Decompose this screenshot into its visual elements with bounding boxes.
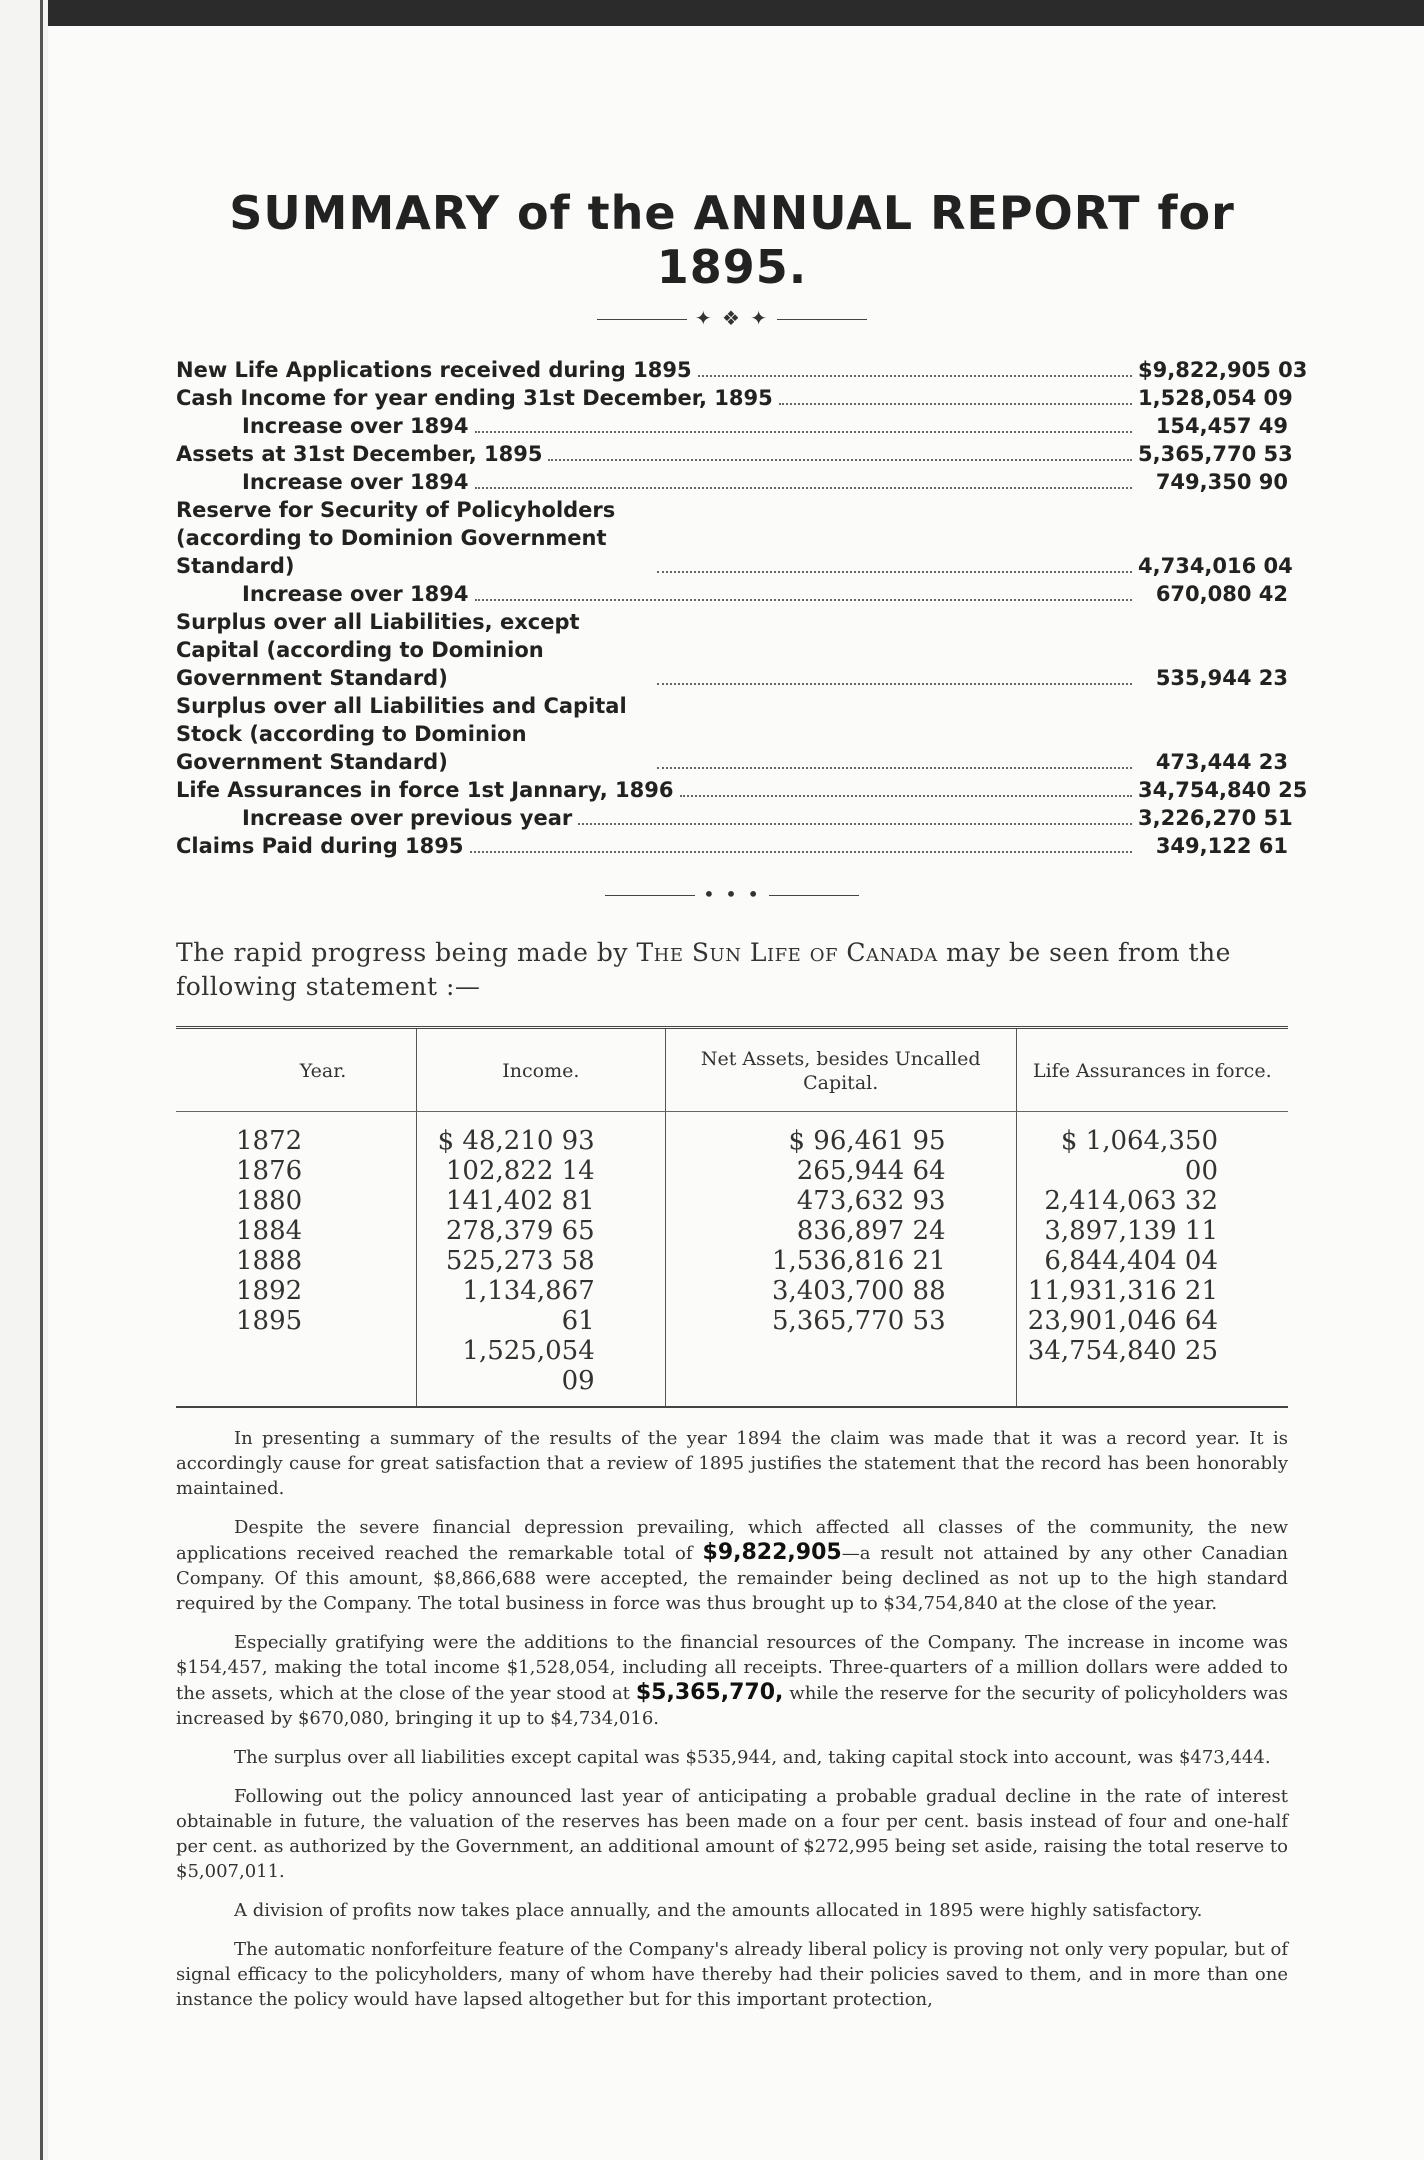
table-cell: $ 96,461 95 [788,1126,946,1156]
header-year: Year. [176,1028,417,1112]
leader-dots [657,683,1132,685]
table-cell: 1884 [236,1216,303,1246]
progress-table [176,1026,1288,1408]
summary-row [176,468,1288,496]
table-cell: 5,365,770 53 [771,1306,946,1336]
leader-dots [470,851,1133,853]
summary-amount: $9,822,905 03 [1138,358,1308,382]
table-cell: 1895 [236,1306,303,1336]
table-cell: 473,632 93 [796,1186,946,1216]
summary-amount: 3,226,270 51 [1138,806,1293,830]
table-cell: 1880 [236,1186,303,1216]
table-cell: 1,525,054 09 [462,1336,595,1396]
leader-dots [475,487,1132,489]
summary-amount: 154,457 49 [1155,414,1288,438]
leader-dots [657,571,1132,573]
report-paragraph: The automatic nonforfeiture feature of the Company's already liberal policy is proving not only very popular, but of signal efficacy to the policyholders, many of whom have thereby had their policies saved to them, and in more than one instance the policy would have lapsed altogether but for this important protection, [176,1939,1288,2010]
table-cell: 6,844,404 04 [1044,1246,1218,1276]
summary-label: Life Assurances in force 1st Jannary, 1896 [176,778,674,802]
scan-margin [0,0,48,2160]
summary-row [176,412,1288,440]
header-life-assurances: Life Assurances in force. [1016,1028,1288,1112]
summary-label: Cash Income for year ending 31st December, 1895 [176,386,773,410]
summary-amount: 473,444 23 [1155,750,1288,774]
summary-label: Assets at 31st December, 1895 [176,442,543,466]
summary-row [176,804,1293,832]
leader-dots [475,599,1132,601]
leader-dots [475,431,1132,433]
table-cell: 1,134,867 61 [462,1276,595,1336]
summary-label: New Life Applications received during 1895 [176,358,692,382]
report-body [176,1426,1288,2012]
summary-amount: 535,944 23 [1155,666,1288,690]
leader-dots [548,459,1132,461]
table-cell: 1872 [236,1126,303,1156]
table-cell: 3,897,139 11 [1044,1216,1218,1246]
report-paragraph: The surplus over all liabilities except capital was $535,944, and, taking capital stock into account, was $473,444. [234,1747,1271,1768]
table-cell: 102,822 14 [445,1156,595,1186]
summary-row [176,608,1288,692]
summary-label: Increase over 1894 [242,414,469,438]
life-assurances-column [1016,1112,1288,1408]
table-cell: 3,403,700 88 [771,1276,946,1306]
table-cell: 1,536,816 21 [771,1246,946,1276]
summary-label: Claims Paid during 1895 [176,834,464,858]
report-paragraph: Following out the policy announced last year of anticipating a probable gradual decline in the rate of interest obtainable in future, the valuation of the reserves has been made on a four per cent. basis instead of four and one-half per cent. as authorized by the Government, an additional amount of $272,995 being set aside, raising the total reserve to $5,007,011. [176,1786,1288,1882]
summary-row [176,692,1288,776]
summary-row [176,356,1308,384]
report-paragraph: In presenting a summary of the results of the year 1894 the claim was made that it was a record year. It is accordingly cause for great satisfaction that a review of 1895 justifies the statement that the record has been honorably maintained. [176,1428,1288,1499]
summary-label: Surplus over all Liabilities, except Capital (according to Dominion Government Standard) [176,610,580,690]
table-cell: 836,897 24 [796,1216,946,1246]
table-cell: $ 48,210 93 [437,1126,595,1156]
table-cell: $ 1,064,350 00 [1060,1126,1218,1186]
table-cell: 141,402 81 [445,1186,595,1216]
table-cell: 23,901,046 64 [1027,1306,1218,1336]
income-column [417,1112,666,1408]
company-name: The Sun Life of Canada [636,938,938,967]
report-paragraph: Especially gratifying were the additions to the financial resources of the Company. The increase in income was $154,457, making the total income $1,528,054, including all receipts. Three-quarters of a million dollars were added to the assets, which at the close of the year stood at $5,365,770, while the reserve for the security of policyholders was increased by $670,080, bringing it up to $4,734,016. [176,1632,1288,1729]
summary-amount: 349,122 61 [1155,834,1288,858]
summary-label: Reserve for Security of Policyholders (according to Dominion Government Standard) [176,498,616,578]
progress-table-body [176,1112,1288,1408]
header-income: Income. [417,1028,666,1112]
summary-label: Increase over 1894 [242,582,469,606]
leader-dots [657,767,1132,769]
summary-row [176,776,1308,804]
table-row [176,1112,1288,1408]
leader-dots [779,403,1132,405]
header-net-assets: Net Assets, besides Uncalled Capital. [665,1028,1016,1112]
table-cell: 1876 [236,1156,303,1186]
summary-row [176,832,1288,860]
summary-amount: 749,350 90 [1155,470,1288,494]
summary-row [176,384,1293,412]
section-ornament: • • • [176,882,1288,906]
leader-dots [680,795,1133,797]
table-cell: 34,754,840 25 [1027,1336,1218,1366]
summary-amount: 34,754,840 25 [1138,778,1308,802]
intro-statement: The rapid progress being made by The Sun Life of Canada may be seen from the following statement :— [176,938,1231,1001]
table-cell: 265,944 64 [796,1156,946,1186]
summary-list [176,356,1308,860]
year-column [176,1112,417,1408]
summary-label: Surplus over all Liabilities and Capital Stock (according to Dominion Government Standard) [176,694,627,774]
table-cell: 2,414,063 32 [1044,1186,1218,1216]
page-content [176,186,1308,2026]
report-paragraph: A division of profits now takes place annually, and the amounts allocated in 1895 were highly satisfactory. [234,1900,1203,1921]
summary-amount: 1,528,054 09 [1138,386,1293,410]
summary-amount: 670,080 42 [1155,582,1288,606]
summary-row [176,440,1293,468]
summary-label: Increase over previous year [242,806,573,830]
leader-dots [698,375,1132,377]
net-assets-column [665,1112,1016,1408]
summary-row [176,580,1288,608]
summary-row [176,496,1293,580]
report-paragraph: Despite the severe financial depression prevailing, which affected all classes of the community, the new applications received reached the remarkable total of $9,822,905—a result not attained by any other Canadian Company. Of this amount, $8,866,688 were accepted, the remainder being declined as not up to the high standard required by the Company. The total business in force was thus brought up to $34,754,840 at the close of the year. [176,1517,1288,1614]
table-cell: 525,273 58 [445,1246,595,1276]
table-cell: 1892 [236,1276,303,1306]
summary-amount: 5,365,770 53 [1138,442,1293,466]
summary-label: Increase over 1894 [242,470,469,494]
page-title: SUMMARY of the ANNUAL REPORT for 1895. [229,186,1235,294]
document-page [48,26,1424,2160]
table-cell: 278,379 65 [445,1216,595,1246]
leader-dots [578,823,1132,825]
title-ornament: ✦ ❖ ✦ [176,306,1288,330]
table-cell: 11,931,316 21 [1027,1276,1218,1306]
table-cell: 1888 [236,1246,303,1276]
summary-amount: 4,734,016 04 [1138,554,1293,578]
